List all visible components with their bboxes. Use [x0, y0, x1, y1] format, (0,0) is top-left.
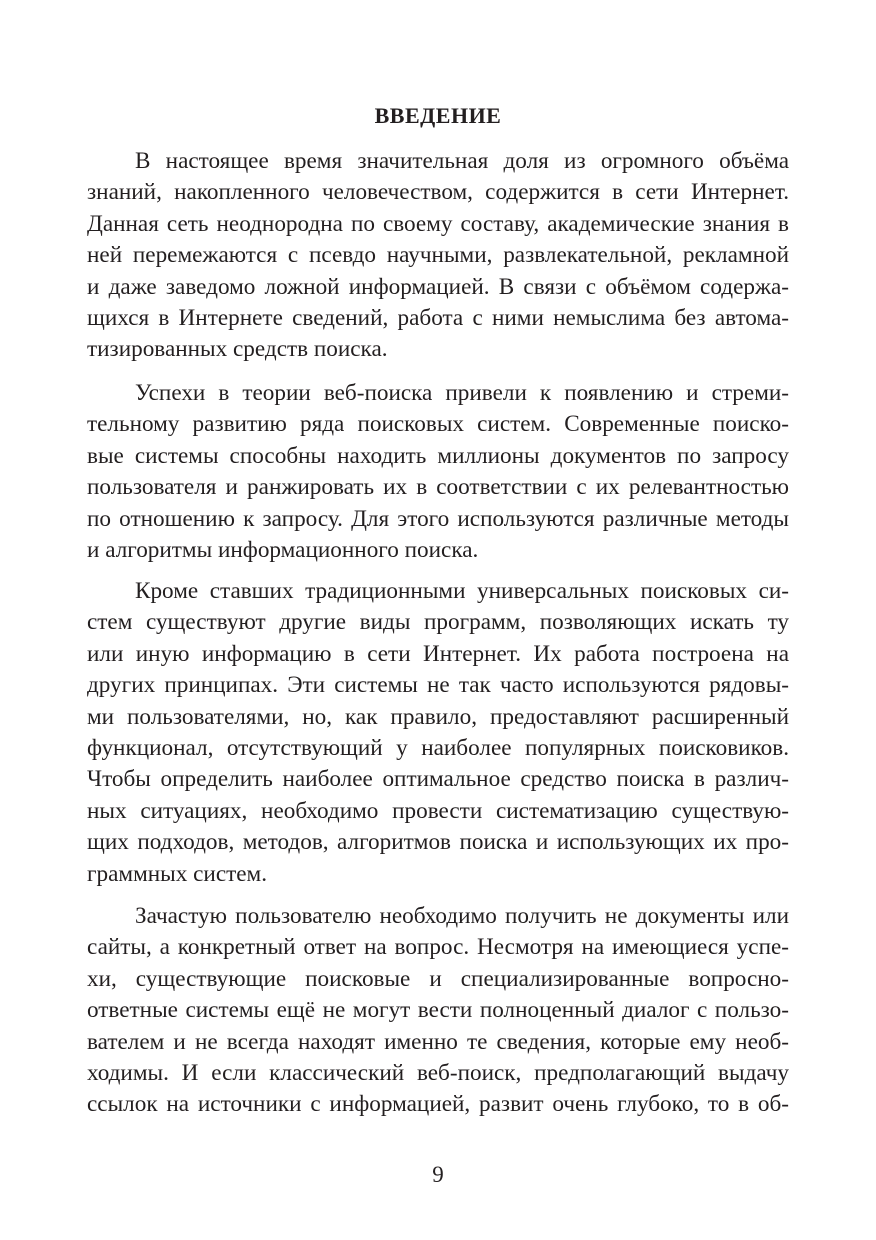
text-line: вые системы способны находить миллионы документов по запросу: [87, 442, 789, 469]
text-line: и даже заведомо ложной информацией. В связи с объёмом содержа-: [87, 273, 789, 300]
text-line: тизированных средств поиска.: [87, 336, 388, 363]
text-line: Чтобы определить наиболее оптимальное средство поиска в различ-: [87, 766, 789, 793]
text-line: знаний, накопленного человечеством, содержится в сети Интернет.: [87, 179, 789, 206]
text-line: стем существуют другие виды программ, позволяющих искать ту: [87, 609, 789, 636]
page-heading: ВВЕДЕНИЕ: [374, 103, 502, 128]
paragraph-2: [87, 378, 789, 566]
page-number: 9: [432, 1162, 444, 1187]
text-line: ответные системы ещё не могут вести полноценный диалог с пользо-: [87, 997, 789, 1024]
text-line: хи, существующие поисковые и специализированные вопросно-: [87, 965, 789, 992]
text-line: Данная сеть неоднородна по своему составу, академические знания в: [87, 210, 789, 237]
paragraph-3: [87, 576, 789, 890]
text-line: других принципах. Эти системы не так часто используются рядовы-: [87, 672, 789, 699]
text-line: Кроме ставших традиционными универсальных поисковых си-: [135, 578, 789, 604]
text-line: В настоящее время значительная доля из огромного объёма: [135, 148, 789, 174]
text-line: ходимы. И если классический веб-поиск, предполагающий выдачу: [87, 1059, 789, 1086]
text-line: сайты, а конкретный ответ на вопрос. Несмотря на имеющиеся успе-: [87, 934, 789, 961]
text-line: функционал, отсутствующий у наиболее популярных поисковиков.: [87, 734, 789, 761]
text-line: тельному развитию ряда поисковых систем. Современные поиско-: [87, 411, 789, 438]
text-line: ней перемежаются с псевдо научными, развлекательной, рекламной: [87, 242, 789, 269]
text-line: ми пользователями, но, как правило, предоставляют расширенный: [87, 703, 789, 730]
text-line: Успехи в теории веб-поиска привели к появлению и стреми-: [135, 380, 789, 406]
text-line: ных ситуациях, необходимо провести систематизацию существую-: [87, 797, 789, 824]
text-line: Зачастую пользователю необходимо получить не документы или: [135, 903, 789, 929]
text-line: вателем и не всегда находят именно те сведения, которые ему необ-: [87, 1028, 789, 1055]
text-line: щихся в Интернете сведений, работа с ними немыслима без автома-: [87, 304, 789, 331]
text-line: граммных систем.: [87, 860, 268, 887]
text-line: или иную информацию в сети Интернет. Их работа построена на: [87, 640, 789, 667]
text-line: щих подходов, методов, алгоритмов поиска и использующих их про-: [87, 829, 789, 856]
text-line: ссылок на источники с информацией, развит очень глубоко, то в об-: [87, 1091, 789, 1118]
text-line: пользователя и ранжировать их в соответствии с их релевантностью: [87, 474, 789, 501]
paragraph-4: [87, 901, 789, 1121]
paragraph-1: [87, 146, 789, 366]
text-line: по отношению к запросу. Для этого используются различные методы: [87, 505, 789, 532]
text-line: и алгоритмы информационного поиска.: [87, 536, 479, 563]
